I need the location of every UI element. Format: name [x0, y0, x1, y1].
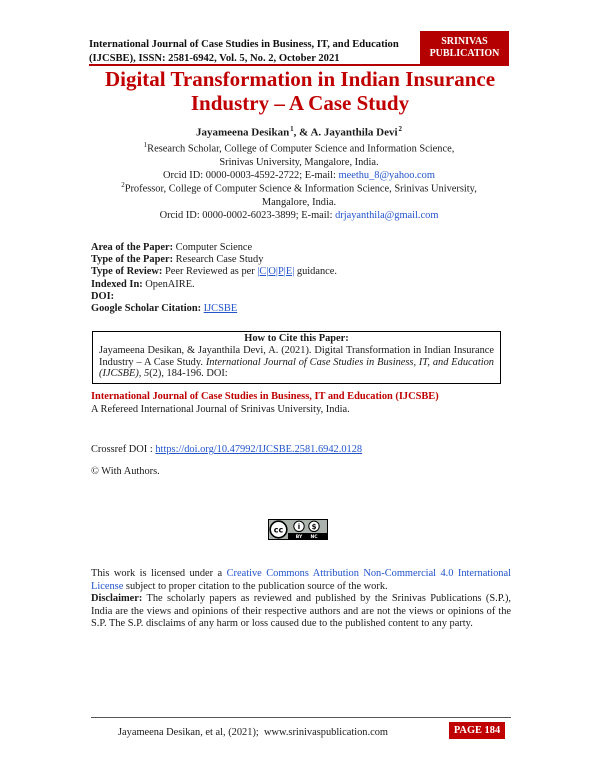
- cc-by-nc-badge[interactable]: [268, 519, 328, 540]
- affiliation-2-orcid: Orcid ID: 0000-0002-6023-3899; E-mail:: [159, 210, 336, 222]
- type-label: Type of the Paper:: [91, 254, 174, 266]
- affiliation-1-orcid: Orcid ID: 0000-0003-4592-2722; E-mail:: [163, 170, 339, 182]
- citation-box: [92, 331, 501, 384]
- affiliation-2-marker: 2: [121, 181, 125, 189]
- affiliation-2-email-link[interactable]: drjayanthila@gmail.com: [335, 210, 439, 222]
- citation-heading: How to Cite this Paper:: [244, 333, 349, 344]
- google-scholar-link[interactable]: IJCSBE: [203, 303, 238, 315]
- area-label: Area of the Paper:: [91, 242, 174, 253]
- footer-rule: [91, 717, 511, 718]
- noncommercial-glyph: $: [311, 523, 317, 532]
- copyright-notice: © With Authors.: [91, 466, 160, 477]
- indexed-label: Indexed In:: [91, 278, 143, 290]
- citation-text: [93, 345, 500, 380]
- crossref-doi-link[interactable]: https://doi.org/10.47992/IJCSBE.2581.6942.0128: [155, 444, 363, 455]
- publisher-badge: [420, 31, 509, 64]
- citation-part-2: (2), 184-196. DOI:: [149, 368, 228, 380]
- crossref-label: Crossref DOI :: [91, 444, 156, 455]
- license-suffix: subject to proper citation to the publication source of the work.: [123, 580, 388, 592]
- crossref-doi: [91, 444, 362, 455]
- footer-citation: Jayameena Desikan, et al, (2021); www.srinivaspublication.com: [118, 727, 388, 738]
- journal-header-line-2: (IJCSBE), ISSN: 2581-6942, Vol. 5, No. 2, October 2021: [89, 52, 340, 64]
- affiliation-2-line-1: Professor, College of Computer Science & Information Science, Srinivas University,: [124, 183, 477, 195]
- license-prefix: This work is licensed under a: [91, 568, 227, 579]
- disclaimer-label: Disclaimer:: [91, 593, 143, 605]
- author-1: Jayameena Desikan: [196, 126, 290, 139]
- affiliation-1-line-1: Research Scholar, College of Computer Science and Information Science,: [147, 143, 455, 155]
- affiliation-1-marker: 1: [143, 141, 148, 149]
- affiliation-1-email-link[interactable]: meethu_8@yahoo.com: [338, 170, 435, 182]
- disclaimer-text: The scholarly papers as reviewed and published by the Srinivas Publications (S.P.), India are the views and opinions of their respective authors and are not the views or opinions of the S.P. The S.P. disclaims of any harm or loss caused due to the published content to any party.: [91, 593, 511, 630]
- page-number-badge: PAGE 184: [449, 722, 505, 739]
- author-1-marker: 1: [290, 125, 294, 133]
- indexed-value: OpenAIRE.: [145, 278, 195, 290]
- citation-part-1: Jayameena Desikan, & Jayanthila Devi, A. (2021). Digital Transformation in Indian Insurance Industry – A Case Study.: [99, 344, 494, 368]
- cc-license-link[interactable]: Creative Commons Attribution Non-Commercial 4.0 International License: [91, 568, 511, 592]
- review-label: Type of Review:: [91, 266, 163, 278]
- by-label: BY: [295, 535, 303, 540]
- cope-link[interactable]: |C|O|P|E|: [257, 266, 295, 278]
- review-value: Peer Reviewed as per: [164, 266, 255, 278]
- author-separator: , &: [293, 126, 311, 139]
- cc-license-icon: [268, 519, 328, 540]
- cc-glyph: cc: [273, 525, 284, 535]
- affiliation-1: [89, 139, 509, 183]
- header-rule: [89, 64, 509, 66]
- paper-title: [60, 67, 540, 115]
- author-2: A. Jayanthila Devi: [310, 126, 398, 139]
- affiliation-2-line-2: Mangalore, India.: [261, 196, 337, 208]
- license-statement: [91, 568, 511, 631]
- publisher-line-2: PUBLICATION: [429, 47, 500, 59]
- area-value: Computer Science: [175, 242, 253, 253]
- title-line-2: Industry – A Case Study: [190, 91, 410, 115]
- type-value: Research Case Study: [175, 254, 264, 266]
- affiliation-2: [89, 179, 509, 223]
- author-2-marker: 2: [398, 125, 402, 133]
- paper-metadata: [91, 242, 511, 315]
- nc-label: NC: [310, 535, 318, 540]
- citation-journal: International Journal of Case Studies in Business, IT, and Education (IJCSBE), 5: [99, 356, 494, 380]
- attribution-glyph: i: [297, 523, 301, 532]
- journal-full-name: International Journal of Case Studies in Business, IT and Education (IJCSBE): [91, 391, 439, 402]
- doi-label: DOI:: [91, 290, 115, 302]
- google-scholar-label: Google Scholar Citation:: [91, 303, 202, 315]
- publisher-line-1: SRINIVAS: [441, 35, 488, 47]
- author-list: [89, 125, 509, 139]
- journal-header-line-1: International Journal of Case Studies in Business, IT, and Education: [89, 39, 399, 50]
- title-line-1: Digital Transformation in Indian Insurance: [104, 67, 496, 91]
- running-header: [89, 38, 419, 65]
- review-suffix: guidance.: [296, 266, 338, 278]
- refereed-statement: A Refereed International Journal of Srinivas University, India.: [91, 404, 350, 415]
- affiliation-1-line-2: Srinivas University, Mangalore, India.: [219, 156, 379, 168]
